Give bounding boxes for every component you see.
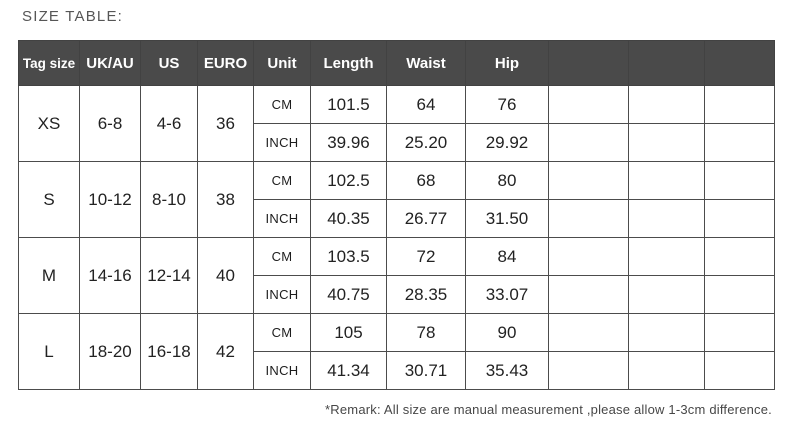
- empty-cell: [705, 200, 775, 238]
- empty-cell: [549, 314, 629, 352]
- cell-length: 41.34: [311, 352, 387, 390]
- cell-waist: 26.77: [387, 200, 466, 238]
- table-row-l-cm: [19, 314, 775, 352]
- cell-waist: 72: [387, 238, 466, 276]
- cell-length: 39.96: [311, 124, 387, 162]
- cell-uk-au: 10-12: [80, 162, 141, 238]
- cell-hip: 90: [466, 314, 549, 352]
- cell-hip: 31.50: [466, 200, 549, 238]
- cell-unit: CM: [254, 314, 311, 352]
- cell-unit: INCH: [254, 352, 311, 390]
- cell-uk-au: 6-8: [80, 86, 141, 162]
- empty-cell: [629, 352, 705, 390]
- cell-euro: 38: [198, 162, 254, 238]
- cell-hip: 33.07: [466, 276, 549, 314]
- cell-hip: 29.92: [466, 124, 549, 162]
- cell-unit: INCH: [254, 276, 311, 314]
- cell-unit: CM: [254, 238, 311, 276]
- cell-unit: INCH: [254, 200, 311, 238]
- column-header-euro: EURO: [198, 41, 254, 86]
- empty-cell: [705, 276, 775, 314]
- column-header-hip: Hip: [466, 41, 549, 86]
- empty-cell: [705, 162, 775, 200]
- table-row-m-cm: [19, 238, 775, 276]
- cell-tag-size: L: [19, 314, 80, 390]
- header-row: [19, 41, 775, 86]
- cell-hip: 76: [466, 86, 549, 124]
- empty-cell: [705, 86, 775, 124]
- cell-unit: INCH: [254, 124, 311, 162]
- column-header-empty: [549, 41, 629, 86]
- page-title: SIZE TABLE:: [22, 8, 124, 25]
- cell-hip: 84: [466, 238, 549, 276]
- cell-length: 105: [311, 314, 387, 352]
- cell-length: 102.5: [311, 162, 387, 200]
- table-row-s-cm: [19, 162, 775, 200]
- empty-cell: [549, 352, 629, 390]
- cell-unit: CM: [254, 86, 311, 124]
- empty-cell: [549, 124, 629, 162]
- empty-cell: [705, 352, 775, 390]
- column-header-length: Length: [311, 41, 387, 86]
- cell-euro: 40: [198, 238, 254, 314]
- cell-euro: 36: [198, 86, 254, 162]
- cell-euro: 42: [198, 314, 254, 390]
- empty-cell: [629, 124, 705, 162]
- cell-hip: 35.43: [466, 352, 549, 390]
- empty-cell: [549, 238, 629, 276]
- column-header-unit: Unit: [254, 41, 311, 86]
- empty-cell: [549, 162, 629, 200]
- column-header-us: US: [141, 41, 198, 86]
- cell-waist: 25.20: [387, 124, 466, 162]
- size-table: [18, 40, 775, 390]
- empty-cell: [705, 238, 775, 276]
- cell-tag-size: S: [19, 162, 80, 238]
- column-header-waist: Waist: [387, 41, 466, 86]
- cell-length: 101.5: [311, 86, 387, 124]
- cell-length: 40.35: [311, 200, 387, 238]
- cell-tag-size: M: [19, 238, 80, 314]
- empty-cell: [629, 314, 705, 352]
- cell-waist: 64: [387, 86, 466, 124]
- cell-hip: 80: [466, 162, 549, 200]
- cell-tag-size: XS: [19, 86, 80, 162]
- cell-waist: 28.35: [387, 276, 466, 314]
- empty-cell: [629, 162, 705, 200]
- cell-length: 103.5: [311, 238, 387, 276]
- cell-us: 12-14: [141, 238, 198, 314]
- cell-uk-au: 18-20: [80, 314, 141, 390]
- cell-waist: 78: [387, 314, 466, 352]
- empty-cell: [549, 200, 629, 238]
- cell-unit: CM: [254, 162, 311, 200]
- empty-cell: [629, 238, 705, 276]
- cell-uk-au: 14-16: [80, 238, 141, 314]
- column-header-uk-au: UK/AU: [80, 41, 141, 86]
- table-row-xs-cm: [19, 86, 775, 124]
- column-header-empty: [705, 41, 775, 86]
- empty-cell: [705, 314, 775, 352]
- empty-cell: [629, 86, 705, 124]
- column-header-tag-size: Tag size: [19, 41, 80, 86]
- empty-cell: [705, 124, 775, 162]
- empty-cell: [629, 200, 705, 238]
- cell-length: 40.75: [311, 276, 387, 314]
- remark-text: *Remark: All size are manual measurement ,please allow 1-3cm difference.: [325, 402, 772, 417]
- cell-us: 8-10: [141, 162, 198, 238]
- cell-waist: 30.71: [387, 352, 466, 390]
- cell-us: 16-18: [141, 314, 198, 390]
- empty-cell: [549, 276, 629, 314]
- cell-us: 4-6: [141, 86, 198, 162]
- column-header-empty: [629, 41, 705, 86]
- cell-waist: 68: [387, 162, 466, 200]
- empty-cell: [629, 276, 705, 314]
- empty-cell: [549, 86, 629, 124]
